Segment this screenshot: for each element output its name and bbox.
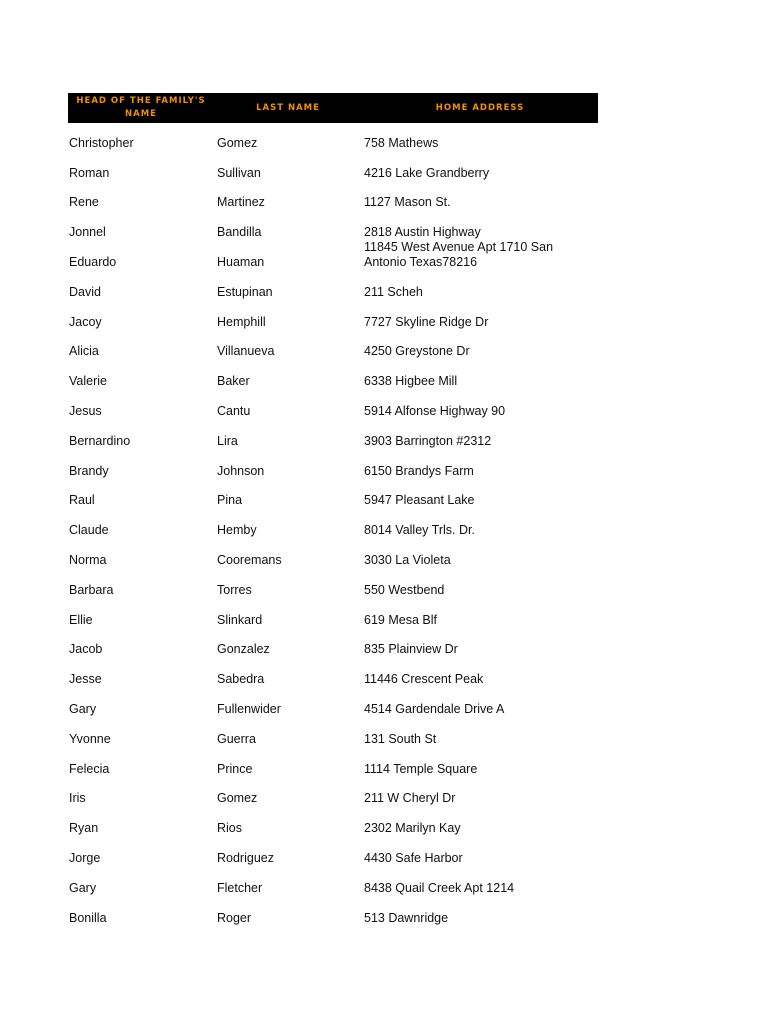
first-name-cell: Christopher bbox=[69, 135, 134, 150]
last-name-cell: Hemby bbox=[217, 523, 257, 538]
last-name-cell: Gonzalez bbox=[217, 642, 270, 657]
last-name-cell: Rodriguez bbox=[217, 850, 274, 865]
last-name-cell: Slinkard bbox=[217, 612, 263, 627]
home-address-cell: 11845 West Avenue Apt 1710 San Antonio Texas78216 bbox=[364, 239, 554, 269]
first-name-cell: Norma bbox=[69, 552, 107, 567]
first-name-cell: Yvonne bbox=[69, 731, 111, 746]
home-address-cell: 3030 La Violeta bbox=[364, 552, 451, 567]
last-name-cell: Rios bbox=[217, 821, 243, 836]
last-name-cell: Estupinan bbox=[217, 284, 273, 299]
last-name-cell: Villanueva bbox=[217, 344, 275, 359]
home-address-cell: 6338 Higbee Mill bbox=[364, 374, 458, 389]
table-header bbox=[68, 93, 598, 123]
column-header-first-name: HEAD OF THE FAMILY'S NAME bbox=[76, 96, 206, 119]
table-row bbox=[0, 485, 768, 515]
table-row bbox=[0, 276, 768, 306]
home-address-cell: 513 Dawnridge bbox=[364, 910, 449, 925]
table-row bbox=[0, 239, 768, 276]
last-name-cell: Cooremans bbox=[217, 552, 282, 567]
table-row bbox=[0, 723, 768, 753]
first-name-cell: Felecia bbox=[69, 761, 110, 776]
home-address-cell: 2302 Marilyn Kay bbox=[364, 821, 461, 836]
table-body bbox=[0, 127, 768, 932]
table-row bbox=[0, 902, 768, 932]
last-name-cell: Hemphill bbox=[217, 314, 266, 329]
last-name-cell: Cantu bbox=[217, 403, 251, 418]
first-name-cell: Ellie bbox=[69, 612, 93, 627]
last-name-cell: Prince bbox=[217, 761, 253, 776]
table-row bbox=[0, 127, 768, 157]
table-row bbox=[0, 365, 768, 395]
table-row bbox=[0, 157, 768, 187]
table-row bbox=[0, 336, 768, 366]
home-address-cell: 1114 Temple Square bbox=[364, 761, 478, 776]
first-name-cell: Ryan bbox=[69, 821, 99, 836]
table-row bbox=[0, 783, 768, 813]
home-address-cell: 8014 Valley Trls. Dr. bbox=[364, 523, 475, 538]
first-name-cell: Rene bbox=[69, 195, 99, 210]
last-name-cell: Roger bbox=[217, 910, 252, 925]
last-name-cell: Guerra bbox=[217, 731, 256, 746]
first-name-cell: Jesus bbox=[69, 403, 102, 418]
home-address-cell: 4216 Lake Grandberry bbox=[364, 165, 490, 180]
first-name-cell: Bonilla bbox=[69, 910, 107, 925]
table-row bbox=[0, 693, 768, 723]
first-name-cell: David bbox=[69, 284, 101, 299]
home-address-cell: 550 Westbend bbox=[364, 582, 445, 597]
table-row bbox=[0, 872, 768, 902]
last-name-cell: Lira bbox=[217, 433, 238, 448]
last-name-cell: Bandilla bbox=[217, 225, 262, 240]
home-address-cell: 619 Mesa Blf bbox=[364, 612, 437, 627]
home-address-cell: 4430 Safe Harbor bbox=[364, 850, 463, 865]
home-address-cell: 7727 Skyline Ridge Dr bbox=[364, 314, 489, 329]
home-address-cell: 211 W Cheryl Dr bbox=[364, 791, 456, 806]
column-header-home-address: HOME ADDRESS bbox=[435, 102, 525, 113]
last-name-cell: Pina bbox=[217, 493, 243, 508]
table-row bbox=[0, 455, 768, 485]
last-name-cell: Sabedra bbox=[217, 672, 265, 687]
table-row bbox=[0, 395, 768, 425]
table-row bbox=[0, 634, 768, 664]
first-name-cell: Alicia bbox=[69, 344, 99, 359]
last-name-cell: Gomez bbox=[217, 135, 258, 150]
first-name-cell: Brandy bbox=[69, 463, 109, 478]
home-address-cell: 758 Mathews bbox=[364, 135, 439, 150]
first-name-cell: Jesse bbox=[69, 672, 102, 687]
table-row bbox=[0, 544, 768, 574]
home-address-cell: 5947 Pleasant Lake bbox=[364, 493, 475, 508]
first-name-cell: Gary bbox=[69, 880, 97, 895]
home-address-cell: 8438 Quail Creek Apt 1214 bbox=[364, 880, 515, 895]
first-name-cell: Jacoy bbox=[69, 314, 102, 329]
home-address-cell: 5914 Alfonse Highway 90 bbox=[364, 403, 506, 418]
first-name-cell: Barbara bbox=[69, 582, 114, 597]
last-name-cell: Baker bbox=[217, 374, 250, 389]
last-name-cell: Torres bbox=[217, 582, 252, 597]
first-name-cell: Claude bbox=[69, 523, 109, 538]
last-name-cell: Fullenwider bbox=[217, 701, 281, 716]
first-name-cell: Iris bbox=[69, 791, 86, 806]
home-address-cell: 3903 Barrington #2312 bbox=[364, 433, 492, 448]
first-name-cell: Eduardo bbox=[69, 254, 117, 269]
home-address-cell: 131 South St bbox=[364, 731, 437, 746]
home-address-cell: 211 Scheh bbox=[364, 284, 423, 299]
table-row bbox=[0, 514, 768, 544]
last-name-cell: Huaman bbox=[217, 254, 265, 269]
last-name-cell: Gomez bbox=[217, 791, 258, 806]
home-address-cell: 4514 Gardendale Drive A bbox=[364, 701, 505, 716]
first-name-cell: Jorge bbox=[69, 850, 101, 865]
table-row bbox=[0, 753, 768, 783]
table-row bbox=[0, 663, 768, 693]
first-name-cell: Roman bbox=[69, 165, 110, 180]
first-name-cell: Raul bbox=[69, 493, 95, 508]
first-name-cell: Jacob bbox=[69, 642, 103, 657]
table-row bbox=[0, 425, 768, 455]
home-address-cell: 6150 Brandys Farm bbox=[364, 463, 474, 478]
table-row bbox=[0, 812, 768, 842]
table-row bbox=[0, 306, 768, 336]
last-name-cell: Sullivan bbox=[217, 165, 261, 180]
home-address-cell: 11446 Crescent Peak bbox=[364, 672, 484, 687]
first-name-cell: Gary bbox=[69, 701, 97, 716]
table-row bbox=[0, 574, 768, 604]
first-name-cell: Jonnel bbox=[69, 225, 106, 240]
last-name-cell: Johnson bbox=[217, 463, 265, 478]
home-address-cell: 835 Plainview Dr bbox=[364, 642, 458, 657]
first-name-cell: Valerie bbox=[69, 374, 107, 389]
home-address-cell: 4250 Greystone Dr bbox=[364, 344, 470, 359]
home-address-cell: 1127 Mason St. bbox=[364, 195, 451, 210]
home-address-cell: 2818 Austin Highway bbox=[364, 225, 481, 240]
first-name-cell: Bernardino bbox=[69, 433, 131, 448]
column-header-last-name: LAST NAME bbox=[256, 102, 320, 113]
last-name-cell: Martinez bbox=[217, 195, 265, 210]
table-row bbox=[0, 604, 768, 634]
last-name-cell: Fletcher bbox=[217, 880, 263, 895]
table-row bbox=[0, 187, 768, 217]
table-row bbox=[0, 842, 768, 872]
